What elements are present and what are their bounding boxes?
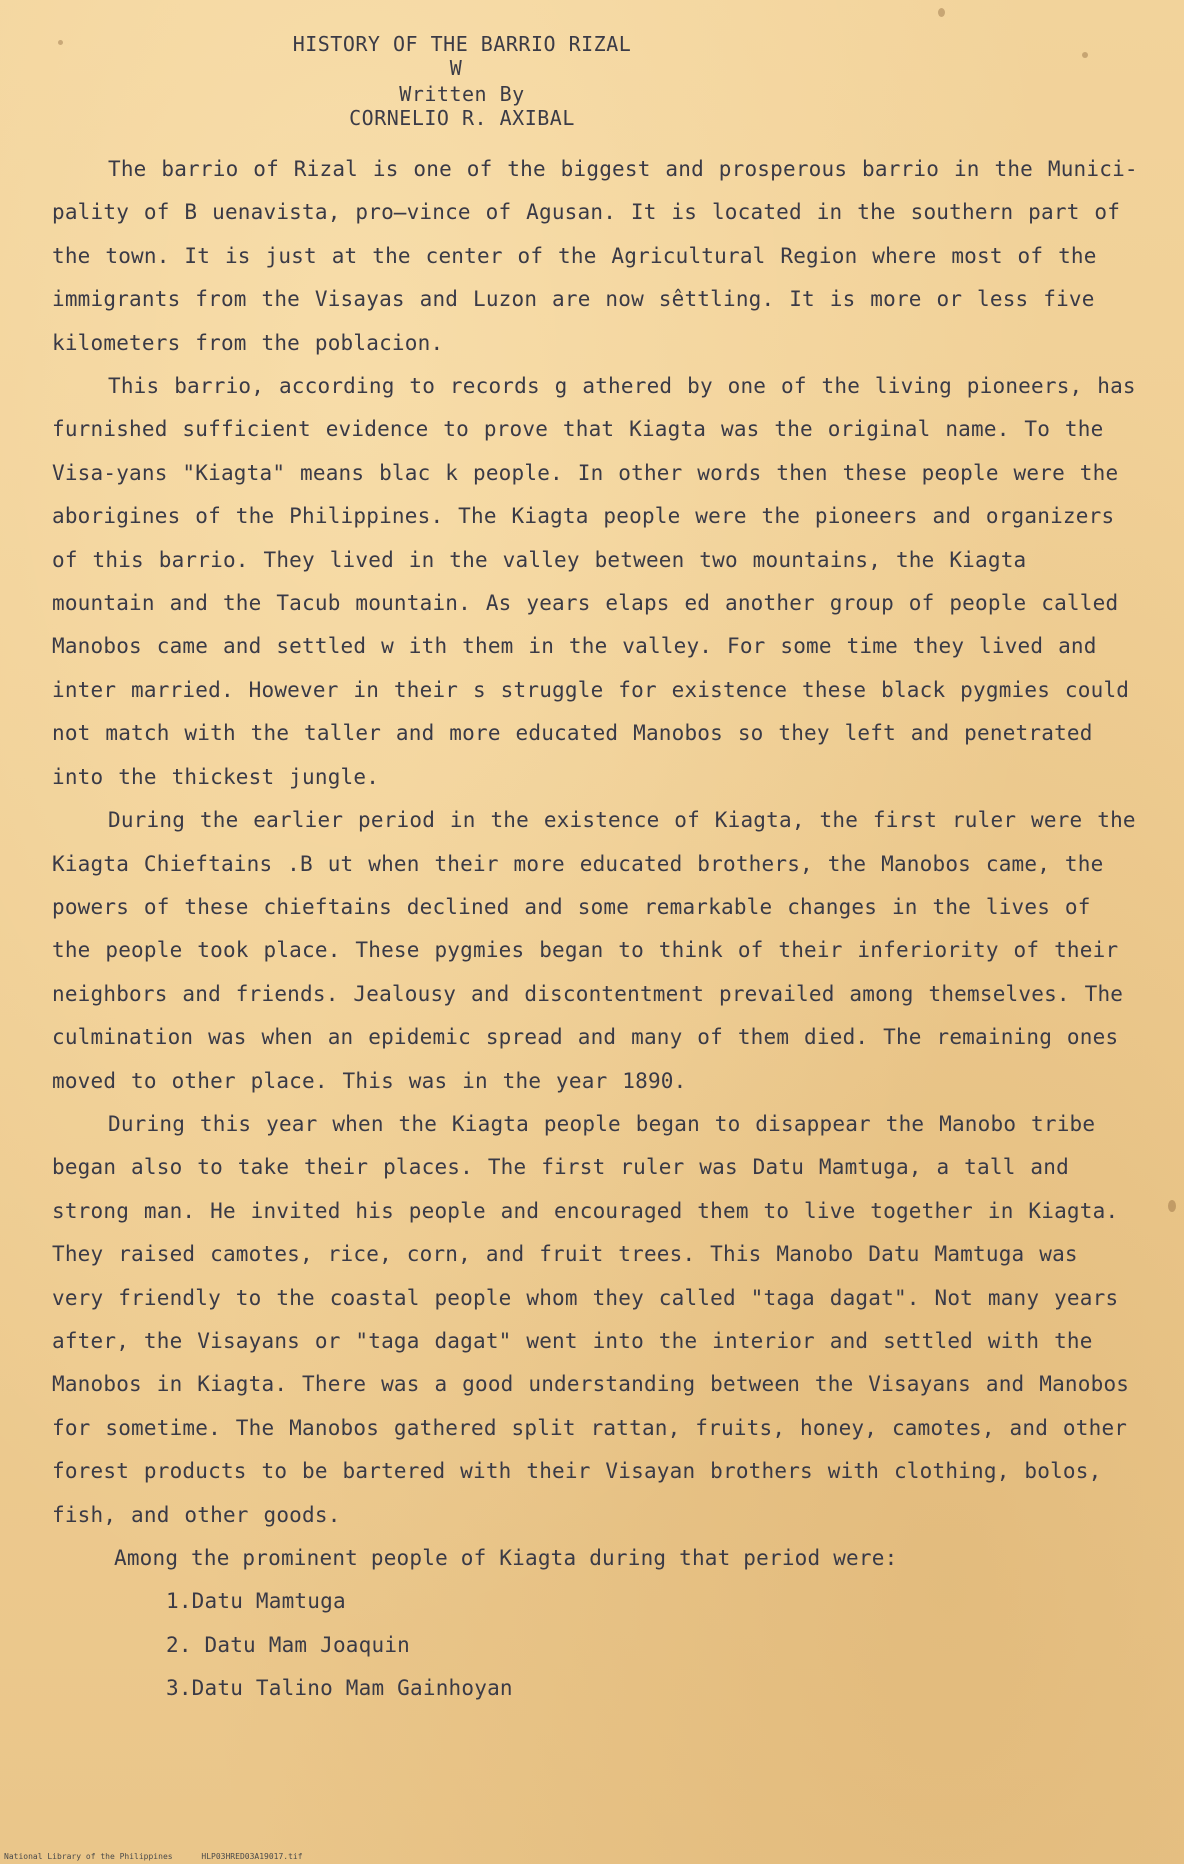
paper-stain xyxy=(938,8,945,17)
prominent-people-list xyxy=(52,1580,1142,1710)
paper-stain xyxy=(1082,52,1088,58)
footer-file: HLP03HRED03A19017.tif xyxy=(201,1852,303,1861)
written-by-label: Written By xyxy=(399,82,525,106)
paragraph-2: This barrio, according to records g athered by one of the living pioneers, has furnished sufficient evidence to prove that Kiagta was the original name. To the Visa-yans "Kiagta" means blac k people. In other words then these people were the aborigines of the Philippines. The Kiagta people were the pioneers and organizers of this barrio. They lived in the valley between two mountains, the Kiagta mountain and the Tacub mountain. As years elaps ed another group of people called Manobos came and settled w ith them in the valley. For some time they lived and inter married. However in their s struggle for existence these black pygmies could not match with the taller and more educated Manobos so they left and penetrated into the thickest jungle. xyxy=(52,374,1136,789)
document-subtitle-letter: W xyxy=(449,56,463,80)
list-item: 2. Datu Mam Joaquin xyxy=(166,1632,411,1657)
author-name: CORNELIO R. AXIBAL xyxy=(349,106,575,130)
paragraph-1: The barrio of Rizal is one of the biggest and prosperous barrio in the Munici-pality of B uenavista, pro̶vince of Agusan. It is located in the southern part of the town. It is just at the center of the Agricultural Region where most of the immigrants from the Visayas and Luzon are now sêttling. It is more or less five kilometers from the poblacion. xyxy=(52,157,1138,355)
list-item: 1.Datu Mamtuga xyxy=(166,1589,346,1614)
list-item: 3.Datu Talino Mam Gainhoyan xyxy=(166,1676,513,1701)
paragraph-4: During this year when the Kiagta people began to disappear the Manobo tribe began also to take their places. The first ruler was Datu Mamtuga, a tall and strong man. He invited his people and encouraged them to live together in Kiagta. They raised camotes, rice, corn, and fruit trees. This Manobo Datu Mamtuga was very friendly to the coastal people whom they called "taga dagat". Not many years after, the Visayans or "taga dagat" went into the interior and settled with the Manobos in Kiagta. There was a good understanding between the Visayans and Manobos for sometime. The Manobos gathered split rattan, fruits, honey, camotes, and other forest products to be bartered with their Visayan brothers with clothing, bolos, fish, and other goods. xyxy=(52,1111,1130,1527)
scan-footer xyxy=(4,1852,327,1861)
paper-stain xyxy=(1168,1200,1176,1212)
paragraph-3: During the earlier period in the existence of Kiagta, the first ruler were the Kiagta Chieftains .B ut when their more educated brothers, the Manobos came, the powers of these chieftains declined and some remarkable changes in the lives of the people took place. These pygmies began to think of their inferiority of their neighbors and friends. Jealousy and discontentment prevailed among themselves. The culmination was when an epidemic spread and many of them died. The remaining ones moved to other place. This was in the year 1890. xyxy=(52,808,1136,1093)
footer-library: National Library of the Philippines xyxy=(4,1852,173,1861)
document-title: HISTORY OF THE BARRIO RIZAL xyxy=(292,32,632,56)
document-body xyxy=(52,148,1142,1711)
list-intro: Among the prominent people of Kiagta during that period were: xyxy=(114,1546,898,1570)
